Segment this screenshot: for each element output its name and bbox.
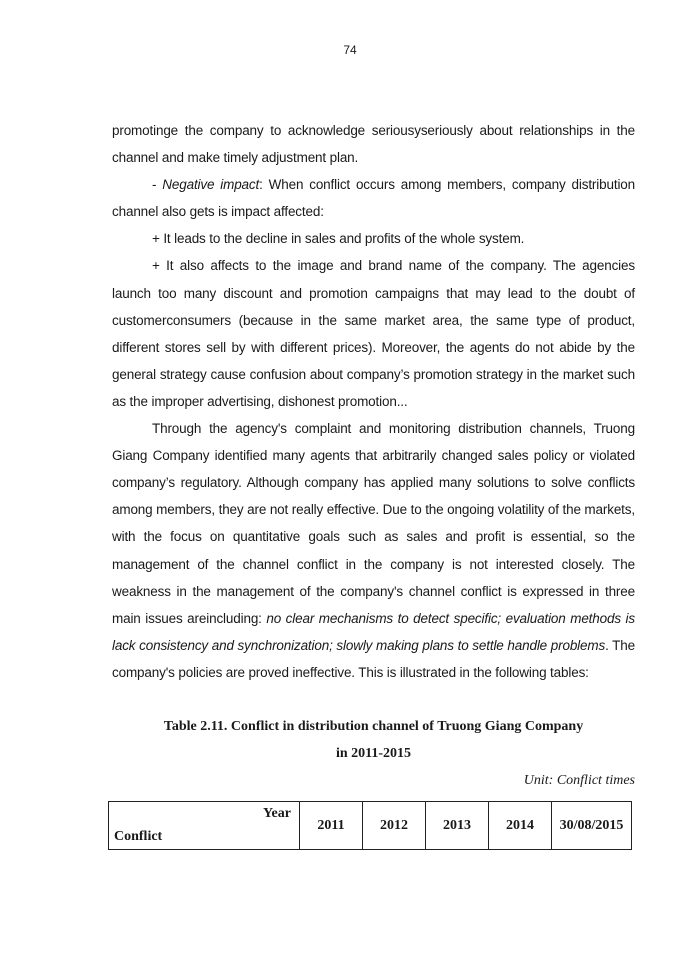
agency-text: Through the agency's complaint and monitoring distribution channels, Truong Giang Company identified many agents that arbitrarily changed sales policy or violated company’s regulatory. Although company has applied many solutions to solve conflicts among members, they are not really effective. Due to the ongoing volatility of the markets, with the focus on quantitative goals such as sales and profit is essential, so the management of the channel conflict in the company is not interested closely. The weakness in the management of the company's channel conflict is expressed in three main issues areincluding: [112,421,635,626]
agency-end: . The company's policies are proved ineffective. This is illustrated in the following tables: [112,637,635,680]
year-2015-partial: 30/08/2015 [552,802,632,850]
body-text [112,117,635,686]
table-caption: Table 2.11. Conflict in distribution channel of Truong Giang Company [163,719,584,734]
paragraph-agency [112,415,635,686]
paragraph-decline: + It leads to the decline in sales and profits of the whole system. [152,231,525,247]
paragraph-image: + It also affects to the image and brand name of the company. The agencies launch too many discount and promotion campaigns that may lead to the doubt of customerconsumers (because in the same market area, the same type of product, different stores sell by with different prices). Moreover, the agents do not abide by the general strategy cause confusion about company’s promotion strategy in the market such as the improper advertising, dishonest promotion... [112,258,635,409]
negative-impact-text: : When conflict occurs among members, company distribution channel also gets is impact affected: [112,177,636,220]
table-caption-period: in 2011-2015 [335,746,412,761]
header-conflict-label: Conflict [114,829,163,844]
paragraph-1: promotinge the company to acknowledge seriousyseriously about relationships in the channel and make timely adjustment plan. [112,123,635,166]
paragraph-negative-impact [112,171,635,225]
header-corner-cell [109,802,300,850]
bullet-dash: - [152,177,163,193]
year-2014: 2014 [489,802,552,850]
header-year-label: Year [263,806,291,821]
year-2013: 2013 [426,802,489,850]
year-2012: 2012 [363,802,426,850]
table-unit: Unit: Conflict times [523,773,635,788]
table-header-row [109,802,632,850]
agency-issues: no clear mechanisms to detect specific; evaluation methods is lack consistency and synchronization; slowly making plans to settle handle problems [112,610,635,653]
negative-impact-term: Negative impact [162,177,260,193]
page-number: 74 [343,43,357,57]
year-2011: 2011 [300,802,363,850]
conflict-table [108,801,632,850]
